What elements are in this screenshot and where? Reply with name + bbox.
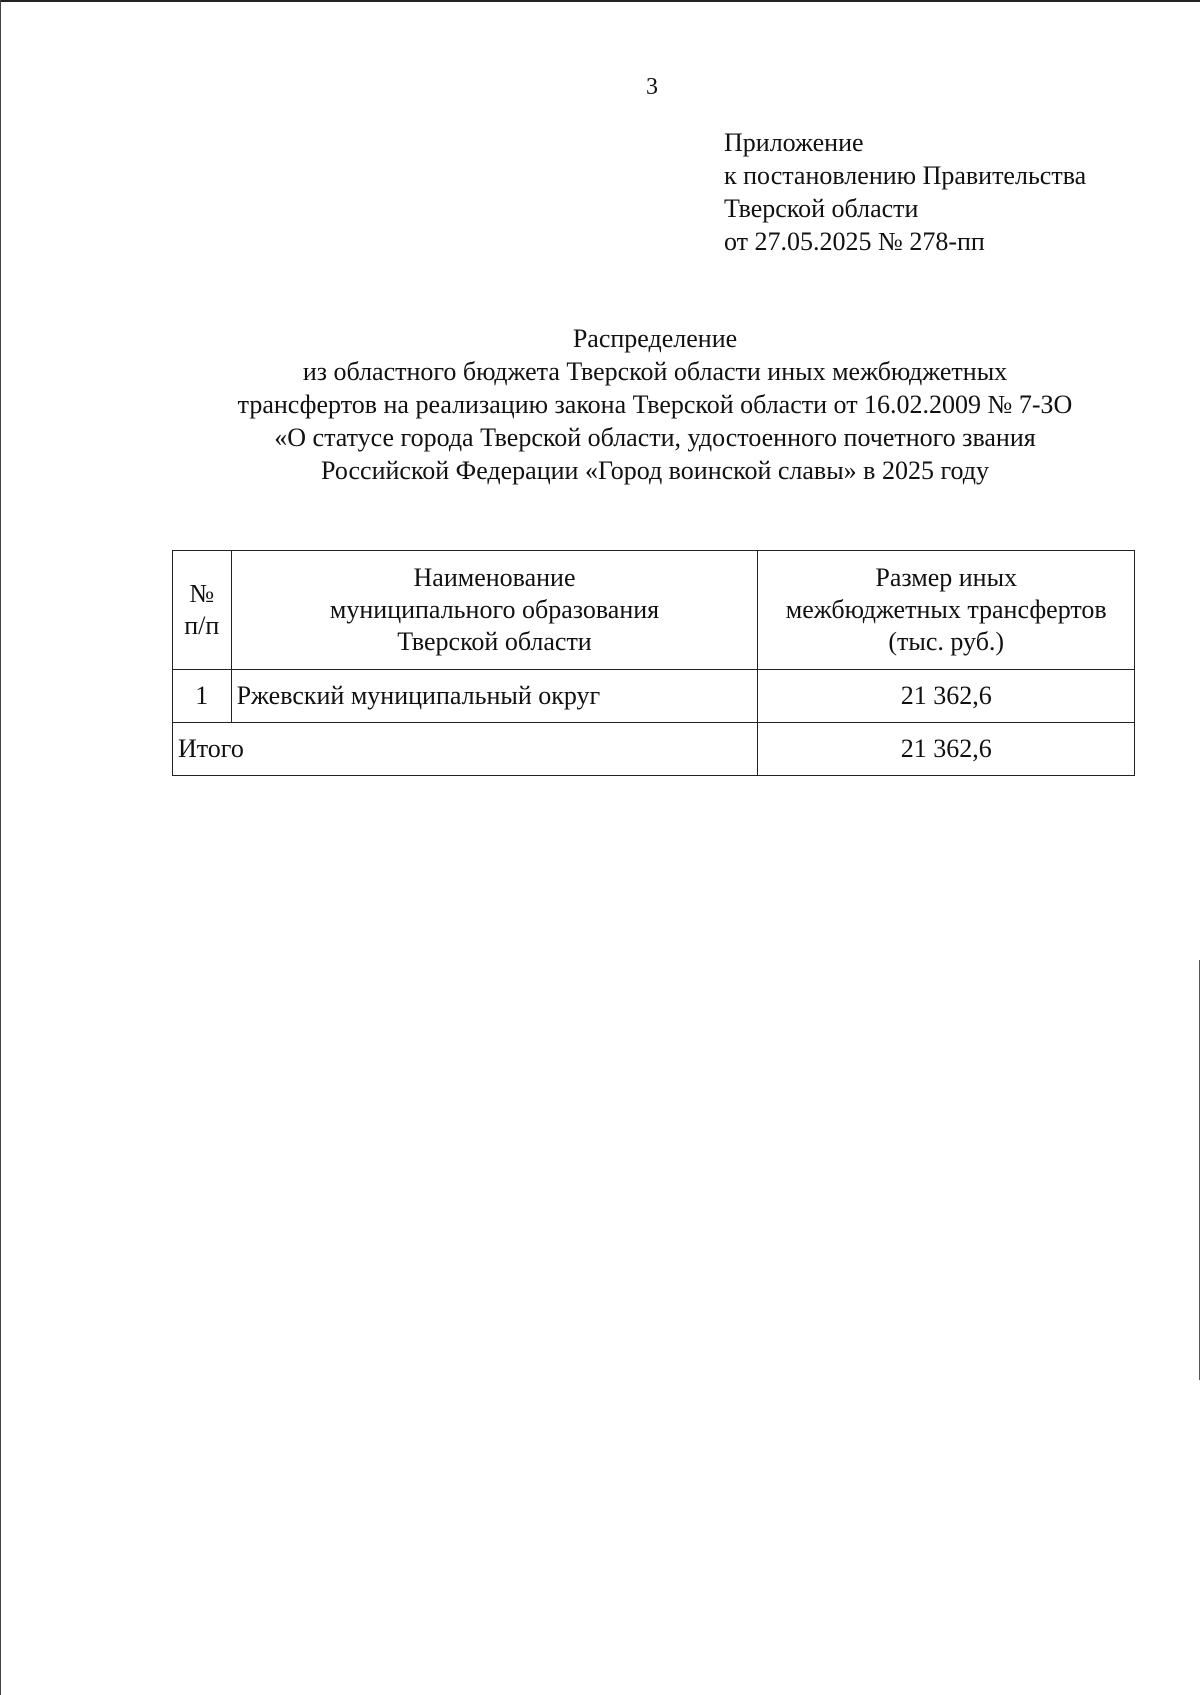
appendix-line: Приложение [724, 128, 864, 157]
table-row [173, 670, 1135, 723]
header-text: п/п [184, 611, 220, 640]
title-line: трансфертов на реализацию закона Тверской области от 16.02.2009 № 7-ЗО [237, 390, 1073, 419]
row-name-cell: Ржевский муниципальный округ [231, 670, 758, 723]
appendix-block [724, 126, 1086, 258]
header-text: Тверской области [397, 627, 592, 656]
page-border-top [0, 0, 1200, 2]
row-value-cell: 21 362,6 [758, 670, 1135, 723]
total-value-cell: 21 362,6 [758, 723, 1135, 776]
page-border-left [0, 0, 1, 1695]
title-line: из областного бюджета Тверской области иных межбюджетных [302, 357, 1008, 386]
header-text: муниципального образования [329, 595, 660, 624]
distribution-table [172, 550, 1135, 776]
appendix-line: Тверской области [724, 194, 919, 223]
header-text: межбюджетных трансфертов [785, 595, 1107, 624]
header-text: Наименование [413, 563, 576, 592]
row-num-cell: 1 [173, 670, 232, 723]
header-num-cell [173, 551, 232, 670]
appendix-line: от 27.05.2025 № 278-пп [724, 227, 985, 256]
title-line: Российской Федерации «Город воинской славы» в 2025 году [321, 456, 989, 485]
total-label-cell: Итого [173, 723, 758, 776]
header-text: № [189, 579, 215, 608]
table-header-row [173, 551, 1135, 670]
header-text: Размер иных [875, 563, 1018, 592]
header-text: (тыс. руб.) [888, 627, 1005, 656]
page-number: 3 [646, 74, 658, 100]
appendix-line: к постановлению Правительства [724, 161, 1087, 190]
header-name-cell [231, 551, 758, 670]
title-line: Распределение [572, 324, 738, 353]
table-total-row [173, 723, 1135, 776]
header-value-cell [758, 551, 1135, 670]
title-line: «О статусе города Тверской области, удостоенного почетного звания [274, 423, 1036, 452]
document-title [150, 322, 1160, 487]
